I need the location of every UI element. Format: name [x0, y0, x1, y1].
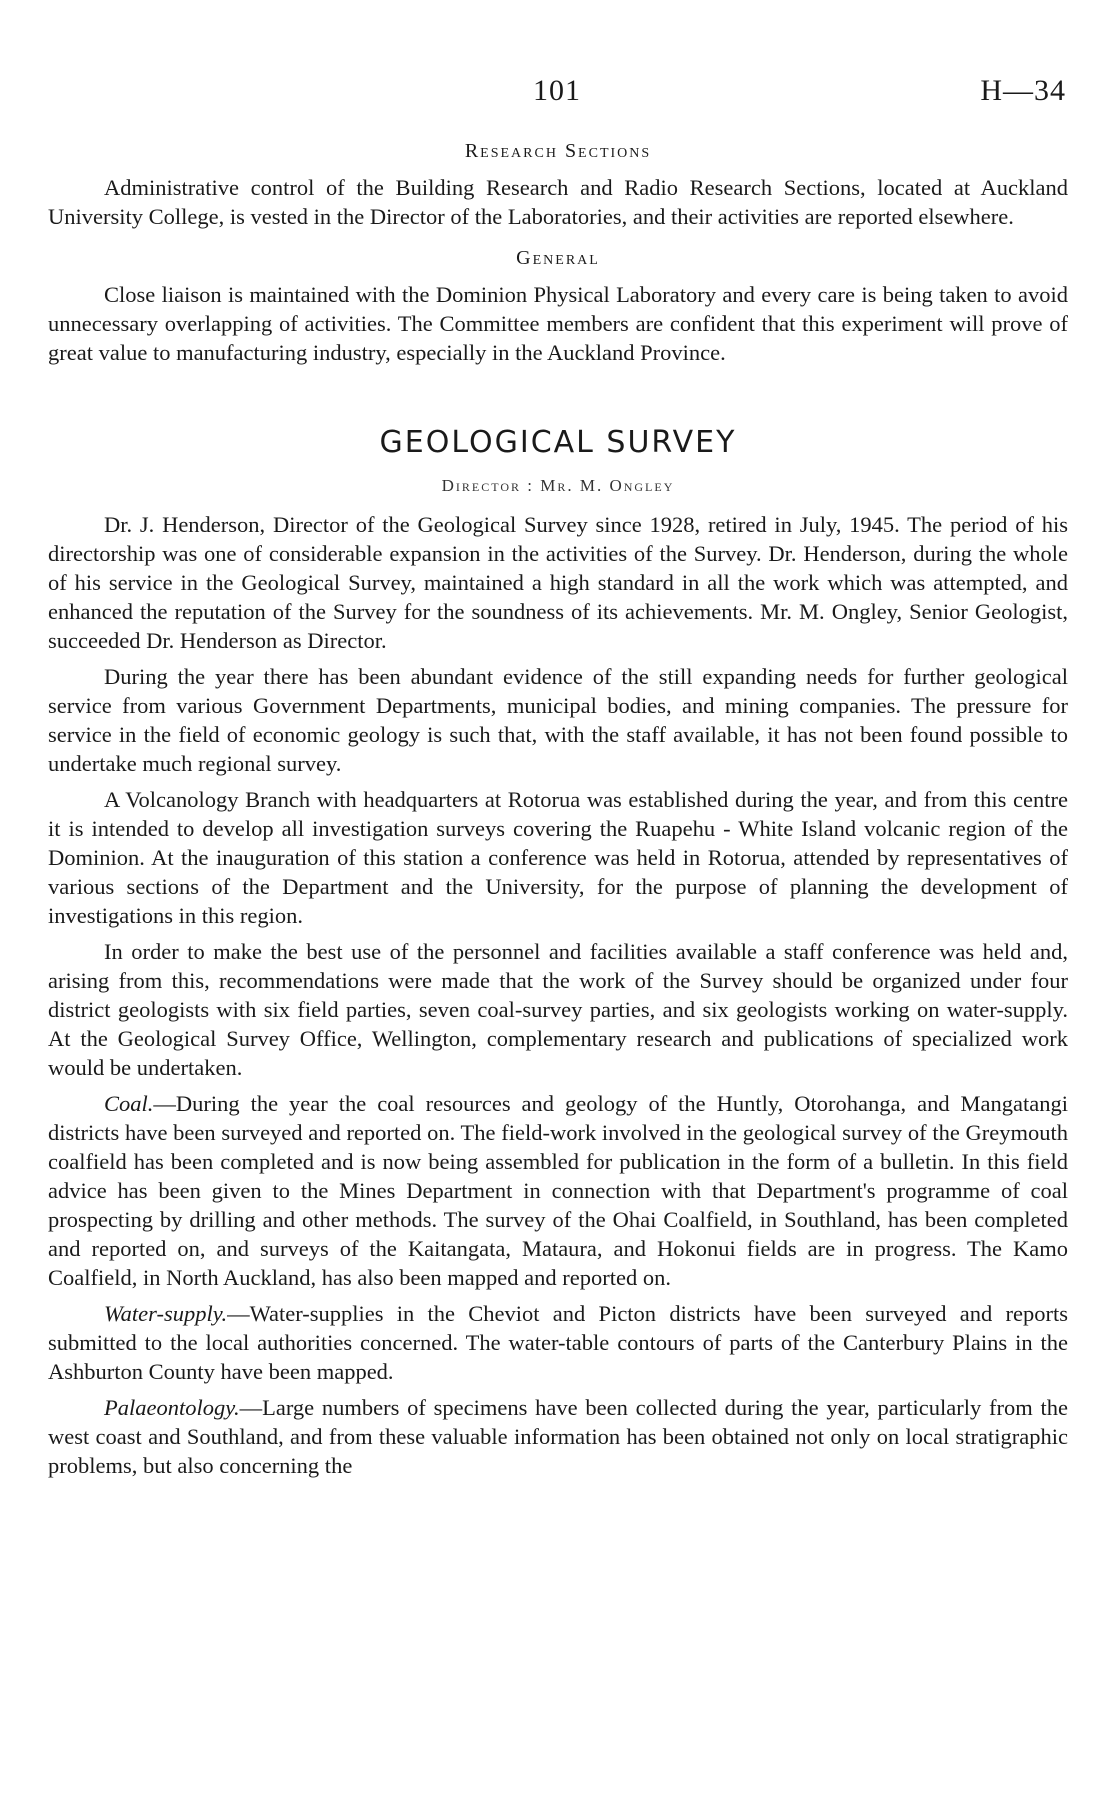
director-line: Director : Mr. M. Ongley	[441, 476, 675, 495]
paragraph-palaeontology	[48, 1393, 1068, 1480]
document-reference: H—34	[980, 74, 1066, 107]
general-paragraph: Close liaison is maintained with the Dominion Physical Laboratory and every care is being taken to avoid unnecessary overlapping of activities. The Committee members are confident that this experiment will prove of great value to manufacturing industry, especially in the Auckland Province.	[48, 282, 1068, 365]
paragraph-water-supply	[48, 1299, 1068, 1386]
page-number: 101	[533, 74, 581, 107]
paragraph-service-needs: During the year there has been abundant evidence of the still expanding needs for further geological service from various Government Departments, municipal bodies, and mining companies. The pressure for service in the field of economic geology is such that, with the staff available, it has not been found possible to undertake much regional survey.	[48, 664, 1068, 776]
water-supply-lead: Water-supply.	[104, 1301, 228, 1326]
research-sections-paragraph: Administrative control of the Building Research and Radio Research Sections, located at Auckland University College, is vested in the Director of the Laboratories, and their activities are reported elsewhere.	[48, 175, 1068, 229]
coal-lead: Coal.	[104, 1091, 154, 1116]
palaeontology-text: —Large numbers of specimens have been collected during the year, particularly from the west coast and Southland, and from these valuable information has been obtained not only on local stratigraphic problems, but also concerning the	[48, 1395, 1068, 1478]
general-heading: General	[516, 247, 600, 269]
coal-text: —During the year the coal resources and geology of the Huntly, Otorohanga, and Mangatangi districts have been surveyed and reported on. The field-work involved in the geological survey of the Greymouth coalfield has been completed and is now being assembled for publication in the form of a bulletin. In this field advice has been given to the Mines Department in connection with that Department's programme of coal prospecting by drilling and other methods. The survey of the Ohai Coalfield, in Southland, has been completed and reported on, and surveys of the Kaitangata, Mataura, and Hokonui fields are in progress. The Kamo Coalfield, in North Auckland, has also been mapped and reported on.	[48, 1091, 1068, 1290]
paragraph-coal	[48, 1089, 1068, 1292]
geological-survey-title: GEOLOGICAL SURVEY	[379, 425, 737, 460]
paragraph-staff-conference: In order to make the best use of the personnel and facilities available a staff conference was held and, arising from this, recommendations were made that the work of the Survey should be organized under four district geologists with six field parties, seven coal-survey parties, and six geologists working on water-supply. At the Geological Survey Office, Wellington, complementary research and publications of specialized work would be undertaken.	[48, 939, 1068, 1080]
water-supply-text: —Water-supplies in the Cheviot and Picton districts have been surveyed and reports submitted to the local authorities concerned. The water-table contours of parts of the Canterbury Plains in the Ashburton County have been mapped.	[48, 1301, 1068, 1384]
page-content	[48, 140, 1068, 1480]
paragraph-henderson: Dr. J. Henderson, Director of the Geological Survey since 1928, retired in July, 1945. The period of his directorship was one of considerable expansion in the activities of the Survey. Dr. Henderson, during the whole of his service in the Geological Survey, maintained a high standard in all the work which was attempted, and enhanced the reputation of the Survey for the soundness of its achievements. Mr. M. Ongley, Senior Geologist, succeeded Dr. Henderson as Director.	[48, 512, 1068, 653]
paragraph-volcanology: A Volcanology Branch with headquarters at Rotorua was established during the year, and from this centre it is intended to develop all investigation surveys covering the Ruapehu - White Island volcanic region of the Dominion. At the inauguration of this station a conference was held in Rotorua, attended by representatives of various sections of the Department and the University, for the purpose of planning the development of investigations in this region.	[48, 787, 1068, 928]
research-sections-heading: Research Sections	[464, 140, 652, 162]
palaeontology-lead: Palaeontology.	[104, 1395, 240, 1420]
